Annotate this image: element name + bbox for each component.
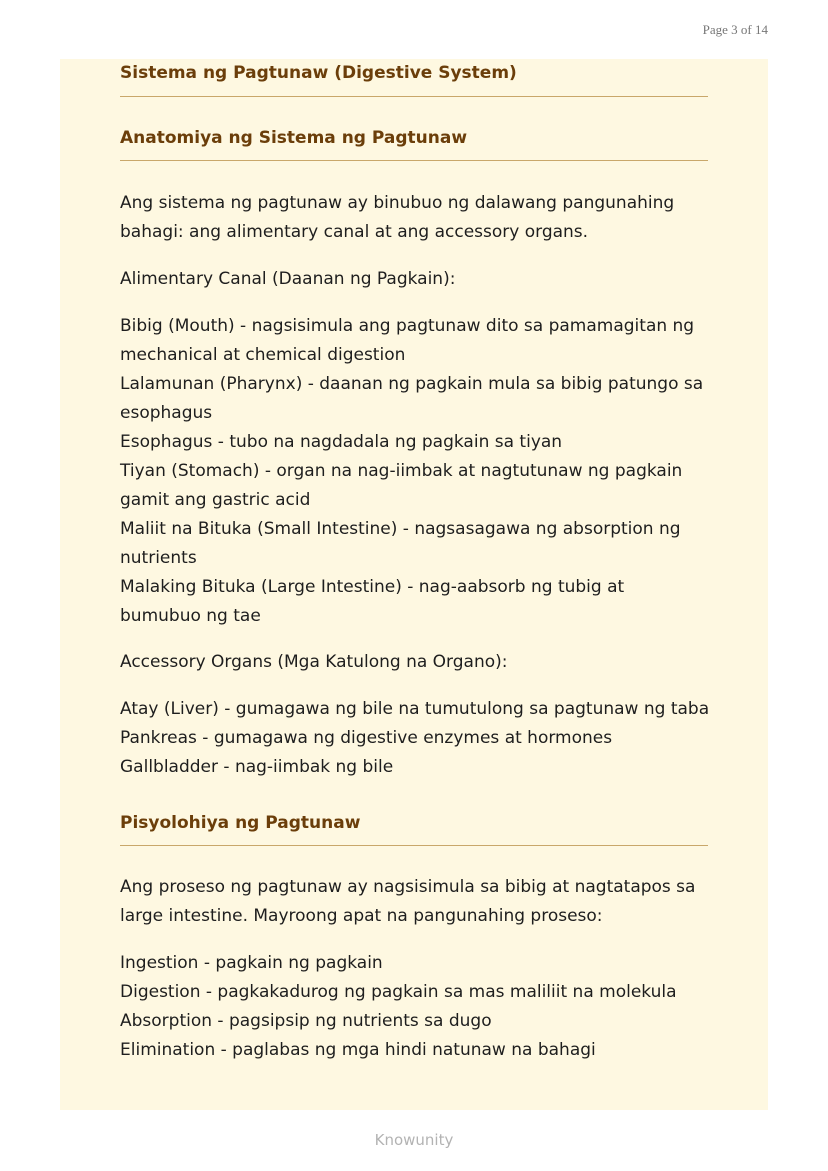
list-item: Gallbladder - nag-iimbak ng bile xyxy=(120,757,394,777)
list-item: Elimination - paglabas ng mga hindi natunaw na bahagi xyxy=(120,1040,596,1060)
content-panel xyxy=(60,59,768,1110)
list-item: nutrients xyxy=(120,548,197,568)
list-item: Bibig (Mouth) - nagsisimula ang pagtunaw dito sa pamamagitan ng xyxy=(120,316,695,336)
text-line: Ang proseso ng pagtunaw ay nagsisimula sa bibig at nagtatapos sa xyxy=(120,877,696,897)
list-item: esophagus xyxy=(120,403,213,423)
list-item: Maliit na Bituka (Small Intestine) - nagsasagawa ng absorption ng xyxy=(120,519,681,539)
list-item: Atay (Liver) - gumagawa ng bile na tumutulong sa pagtunaw ng taba xyxy=(120,699,710,719)
list-item: mechanical at chemical digestion xyxy=(120,345,406,365)
text-line: large intestine. Mayroong apat na pangunahing proseso: xyxy=(120,906,603,926)
alimentary-canal-list xyxy=(120,312,720,631)
list-item: Ingestion - pagkain ng pagkain xyxy=(120,953,383,973)
accessory-organs-label: Accessory Organs (Mga Katulong na Organo): xyxy=(120,652,508,672)
list-item: bumubuo ng tae xyxy=(120,606,261,626)
page-number: Page 3 of 14 xyxy=(702,22,768,37)
physiology-heading: Pisyolohiya ng Pagtunaw xyxy=(120,813,361,833)
document-title: Sistema ng Pagtunaw (Digestive System) xyxy=(120,63,517,83)
process-list xyxy=(120,949,720,1065)
list-item: Esophagus - tubo na nagdadala ng pagkain sa tiyan xyxy=(120,432,563,452)
physiology-intro xyxy=(120,873,720,931)
list-item: Pankreas - gumagawa ng digestive enzymes at hormones xyxy=(120,728,613,748)
list-item: Digestion - pagkakadurog ng pagkain sa mas maliliit na molekula xyxy=(120,982,677,1002)
anatomy-heading: Anatomiya ng Sistema ng Pagtunaw xyxy=(120,128,468,148)
text-line: Ang sistema ng pagtunaw ay binubuo ng dalawang pangunahing xyxy=(120,193,675,213)
anatomy-intro xyxy=(120,189,720,247)
text-line: bahagi: ang alimentary canal at ang accessory organs. xyxy=(120,222,589,242)
alimentary-canal-label: Alimentary Canal (Daanan ng Pagkain): xyxy=(120,269,456,289)
title-divider xyxy=(120,96,708,97)
list-item: gamit ang gastric acid xyxy=(120,490,311,510)
physiology-divider xyxy=(120,845,708,846)
anatomy-divider xyxy=(120,160,708,161)
footer-brand: Knowunity xyxy=(374,1131,454,1149)
list-item: Lalamunan (Pharynx) - daanan ng pagkain mula sa bibig patungo sa xyxy=(120,374,704,394)
accessory-organs-list xyxy=(120,695,720,782)
list-item: Tiyan (Stomach) - organ na nag-iimbak at nagtutunaw ng pagkain xyxy=(120,461,683,481)
list-item: Absorption - pagsipsip ng nutrients sa dugo xyxy=(120,1011,492,1031)
list-item: Malaking Bituka (Large Intestine) - nag-aabsorb ng tubig at xyxy=(120,577,625,597)
